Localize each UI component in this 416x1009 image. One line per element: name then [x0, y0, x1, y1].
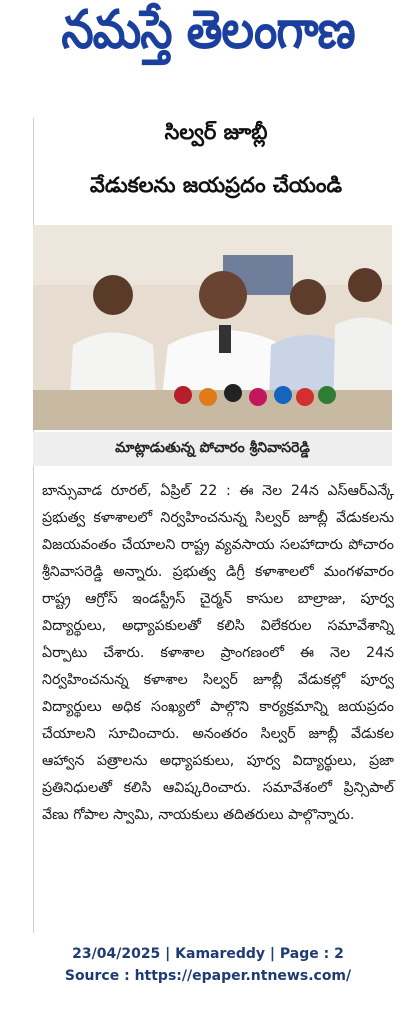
masthead	[0, 0, 416, 72]
headline-line-1: సిల్వర్ జూబ్లీ	[164, 120, 268, 144]
headline-line-2: వేడుకలను జయప్రదం చేయండి	[89, 173, 343, 197]
cut-off-line	[75, 927, 375, 931]
article-body	[42, 478, 394, 829]
photo-caption: మాట్లాడుతున్న పోచారం శ్రీనివాసరెడ్డి	[33, 432, 392, 466]
article-body-paragraph: బాన్సువాడ రూరల్, ఏప్రిల్ 22 : ఈ నెల 24న ఎస్ఆర్ఎన్కే ప్రభుత్వ కళాశాలలో నిర్వహించనున్న సిల్వర్ జూబ్లీ వేడుకలను విజయవంతం చేయాలని రాష్ట్ర వ్యవసాయ సలహాదారు పోచారం శ్రీనివాసరెడ్డి అన్నారు. ప్రభుత్వ డిగ్రీ కళాశాలలో మంగళవారం రాష్ట్ర ఆగ్రోస్ ఇండస్ట్రీస్ చైర్మన్ కాసుల బాల్రాజు, పూర్వ విద్యార్థులు, అధ్యాపకులతో కలిసి విలేకరుల సమావేశాన్ని ఏర్పాటు చేశారు. కళాశాల ప్రాంగణంలో ఈ నెల 24న నిర్వహించనున్న కళాశాల సిల్వర్ జూబ్లీ వేడుకల్లో పూర్వ విద్యార్థులు అధిక సంఖ్యలో పాల్గొని కార్యక్రమాన్ని జయప్రదం చేయాలని సూచించారు. అనంతరం సిల్వర్ జూబ్లీ వేడుకల ఆహ్వాన పత్రాలను అధ్యాపకులు, పూర్వ విద్యార్థులు, ప్రజా ప్రతినిధులతో కలిసి ఆవిష్కరించారు. సమావేశంలో ప్రిన్సిపాల్ వేణు గోపాల స్వామి, నాయకులు తదితరులు పాల్గొన్నారు.	[42, 483, 394, 823]
newspaper-logo: నమస్తే తెలంగాణ	[61, 0, 355, 61]
source-link[interactable]: Source : https://epaper.ntnews.com/	[64, 968, 352, 984]
article-photo	[33, 225, 392, 430]
edition-info: 23/04/2025 | Kamareddy | Page : 2	[72, 946, 344, 962]
